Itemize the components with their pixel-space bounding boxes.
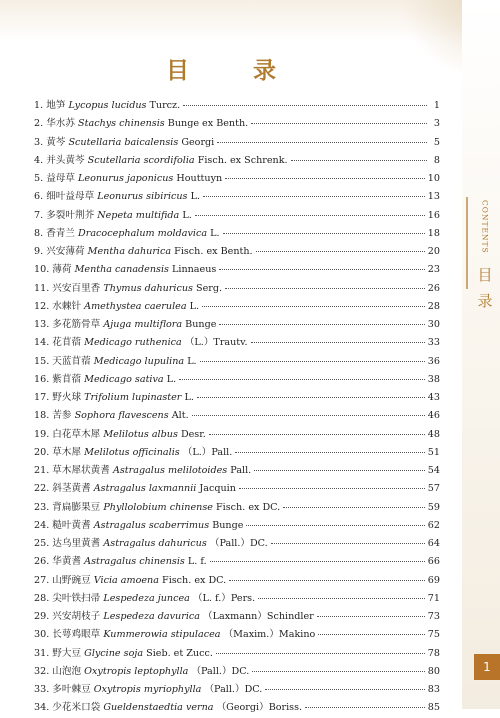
dot-leader — [210, 561, 425, 562]
dot-leader — [251, 342, 425, 343]
entry-author: （L.）Pall. — [182, 446, 233, 458]
entry-author: Serg. — [196, 282, 223, 294]
entry-author: L. — [182, 209, 192, 221]
entry-chinese-name: 21. 草木犀状黄耆 — [34, 465, 110, 476]
entry-page-number: 78 — [427, 647, 440, 659]
side-label-chinese — [477, 262, 492, 314]
entry-chinese-name: 2. 华水苏 — [34, 118, 75, 130]
entry-author: Alt. — [171, 410, 189, 422]
toc-entry[interactable] — [34, 426, 440, 444]
toc-entry[interactable] — [34, 280, 440, 298]
entry-author: Pall. — [230, 465, 252, 476]
toc-entry[interactable] — [34, 353, 440, 371]
entry-chinese-name: 5. 益母草 — [34, 173, 75, 184]
dot-leader — [229, 580, 425, 581]
entry-author: Jacquin — [199, 483, 236, 495]
entry-chinese-name: 30. 长萼鸡眼草 — [34, 629, 101, 641]
toc-entry-title — [34, 699, 302, 713]
toc-entry[interactable] — [34, 572, 440, 590]
entry-latin-name: Leonurus sibiricus — [97, 191, 188, 203]
toc-entry[interactable] — [34, 207, 440, 225]
dot-leader — [256, 251, 425, 252]
entry-chinese-name: 20. 草木犀 — [34, 446, 82, 458]
toc-entry-title — [34, 645, 213, 659]
entry-latin-name: Astragalus chinensis — [84, 556, 185, 568]
entry-author: Georgi — [181, 136, 215, 148]
toc-entry[interactable] — [34, 97, 440, 115]
entry-chinese-name: 6. 细叶益母草 — [34, 191, 95, 203]
dot-leader — [202, 306, 425, 307]
entry-chinese-name: 11. 兴安百里香 — [34, 282, 101, 294]
entry-page-number: 20 — [427, 246, 440, 257]
entry-author: Houttuyn — [176, 173, 223, 184]
toc-entry[interactable] — [34, 444, 440, 462]
entry-latin-name: Nepeta multifida — [97, 209, 180, 221]
entry-author: Desr. — [180, 428, 206, 440]
entry-page-number: 75 — [427, 629, 440, 641]
toc-entry[interactable] — [34, 535, 440, 553]
entry-author: Linnaeus — [172, 264, 217, 276]
toc-entry[interactable] — [34, 316, 440, 334]
dot-leader — [179, 379, 425, 380]
entry-page-number: 16 — [427, 209, 440, 221]
toc-entry-title — [34, 207, 192, 221]
toc-entry-title — [34, 444, 232, 458]
toc-entry-title — [34, 97, 180, 111]
toc-entry[interactable] — [34, 389, 440, 407]
entry-author: Fisch. ex DC. — [162, 574, 227, 586]
dot-leader — [239, 488, 425, 489]
toc-entry[interactable] — [34, 480, 440, 498]
toc-entry[interactable] — [34, 261, 440, 279]
entry-page-number: 18 — [427, 227, 440, 239]
toc-entry-title — [34, 407, 189, 421]
dot-leader — [265, 689, 424, 690]
entry-author: L. — [166, 373, 177, 385]
side-section-label — [470, 200, 500, 314]
entry-page-number: 38 — [427, 373, 440, 385]
dot-leader — [216, 653, 425, 654]
entry-author: Fisch. ex Schrenk. — [197, 154, 288, 166]
entry-latin-name: Astragalus melilotoides — [112, 465, 228, 476]
toc-entry[interactable] — [34, 371, 440, 389]
entry-chinese-name: 12. 水棘针 — [34, 300, 82, 312]
entry-author: （Maxim.）Makino — [223, 629, 316, 641]
dot-leader — [195, 215, 425, 216]
dot-leader — [219, 324, 424, 325]
dot-leader — [291, 160, 427, 161]
dot-leader — [305, 707, 425, 708]
toc-entry-title — [34, 298, 199, 312]
entry-author: L. — [189, 300, 200, 312]
entry-chinese-name: 18. 苦参 — [34, 410, 72, 422]
entry-author: L. f. — [187, 556, 207, 568]
entry-latin-name: Medicago lupulina — [93, 355, 185, 367]
toc-entry-title — [34, 170, 222, 184]
entry-page-number: 51 — [427, 446, 440, 458]
toc-entry[interactable] — [34, 225, 440, 243]
toc-entry-title — [34, 480, 236, 494]
entry-latin-name: Phyllolobium chinense — [103, 501, 213, 513]
entry-latin-name: Dracocephalum moldavica — [78, 227, 208, 239]
side-label-english: CONTENTS — [480, 200, 490, 254]
entry-latin-name: Oxytropis myriophylla — [93, 684, 202, 695]
entry-chinese-name: 33. 多叶棘豆 — [34, 684, 91, 695]
entry-chinese-name: 17. 野火球 — [34, 392, 82, 403]
dot-leader — [317, 616, 425, 617]
entry-latin-name: Mentha dahurica — [87, 246, 172, 257]
entry-chinese-name: 14. 花苜蓿 — [34, 337, 82, 349]
toc-entry-title — [34, 225, 220, 239]
entry-chinese-name: 19. 白花草木犀 — [34, 428, 101, 440]
toc-entry-title — [34, 134, 214, 148]
entry-latin-name: Lycopus lucidus — [68, 100, 147, 111]
toc-entry-title — [34, 462, 251, 476]
entry-chinese-name: 8. 香青兰 — [34, 227, 75, 239]
entry-latin-name: Lespedeza juncea — [103, 592, 190, 604]
entry-latin-name: Lespedeza davurica — [103, 611, 200, 622]
toc-entry-title — [34, 681, 262, 695]
dot-leader — [219, 269, 424, 270]
toc-entry-title — [34, 261, 216, 275]
entry-page-number: 46 — [427, 410, 440, 422]
entry-page-number: 69 — [427, 574, 440, 586]
entry-page-number: 54 — [427, 465, 440, 476]
toc-entry[interactable] — [34, 681, 440, 699]
entry-page-number: 66 — [427, 556, 440, 568]
entry-chinese-name: 7. 多裂叶荆芥 — [34, 209, 95, 221]
toc-entry-title — [34, 389, 194, 403]
toc-entry-title — [34, 608, 314, 622]
entry-author: L. — [190, 191, 200, 203]
entry-latin-name: Sophora flavescens — [74, 410, 169, 422]
entry-latin-name: Thymus dahuricus — [103, 282, 193, 294]
entry-page-number: 28 — [427, 300, 440, 312]
entry-author: Fisch. ex Benth. — [174, 246, 253, 257]
entry-author: Fisch. ex DC. — [216, 501, 281, 513]
entry-page-number: 23 — [427, 264, 440, 276]
toc-entry[interactable] — [34, 645, 440, 663]
dot-leader — [254, 470, 425, 471]
toc-entry-title — [34, 152, 288, 166]
entry-page-number: 73 — [427, 611, 440, 622]
toc-entry-title — [34, 115, 248, 129]
toc-entry[interactable] — [34, 699, 440, 717]
entry-page-number: 3 — [433, 118, 440, 130]
toc-entry-title — [34, 353, 197, 367]
toc-entry[interactable] — [34, 590, 440, 608]
toc-entry[interactable] — [34, 626, 440, 644]
entry-chinese-name: 13. 多花筋骨草 — [34, 319, 101, 330]
entry-author: Sieb. et Zucc. — [146, 647, 213, 659]
toc-entry-title — [34, 590, 255, 604]
toc-entry[interactable] — [34, 115, 440, 133]
entry-chinese-name: 25. 达乌里黄耆 — [34, 538, 101, 549]
toc-entry-title — [34, 535, 268, 549]
entry-chinese-name: 31. 野大豆 — [34, 647, 82, 659]
entry-page-number: 48 — [427, 428, 440, 440]
page-number-tab: 1 — [474, 654, 500, 680]
toc-entry[interactable] — [34, 663, 440, 681]
entry-page-number: 57 — [427, 483, 440, 495]
toc-entry[interactable] — [34, 334, 440, 352]
entry-chinese-name: 29. 兴安胡枝子 — [34, 611, 101, 622]
page-title: 目 录 — [165, 58, 304, 84]
dot-leader — [252, 671, 424, 672]
side-label-char-2: 录 — [477, 291, 493, 310]
toc-entry-title — [34, 626, 315, 640]
entry-page-number: 83 — [427, 684, 440, 695]
entry-page-number: 26 — [427, 282, 440, 294]
toc-entry[interactable] — [34, 170, 440, 188]
dot-leader — [217, 142, 427, 143]
entry-author: （L.）Trautv. — [184, 337, 248, 349]
entry-chinese-name: 1. 地笋 — [34, 100, 66, 111]
entry-page-number: 30 — [427, 319, 440, 330]
dot-leader — [203, 196, 425, 197]
entry-page-number: 80 — [427, 665, 440, 677]
entry-latin-name: Scutellaria baicalensis — [68, 136, 179, 148]
toc-entry-title — [34, 572, 226, 586]
toc-entry-title — [34, 426, 206, 440]
entry-chinese-name: 27. 山野豌豆 — [34, 574, 91, 586]
toc-entry-title — [34, 280, 222, 294]
toc-entry-title — [34, 553, 207, 567]
toc-entry-title — [34, 517, 243, 531]
toc-entry-title — [34, 371, 176, 385]
entry-page-number: 71 — [427, 592, 440, 604]
entry-chinese-name: 4. 并头黄芩 — [34, 154, 85, 166]
entry-page-number: 5 — [433, 136, 440, 148]
entry-latin-name: Ajuga multiflora — [103, 319, 183, 330]
toc-entry[interactable] — [34, 553, 440, 571]
entry-latin-name: Medicago sativa — [84, 373, 164, 385]
entry-author: （Pall.）DC. — [209, 538, 268, 549]
entry-latin-name: Trifolium lupinaster — [84, 392, 182, 403]
toc-entry-title — [34, 334, 248, 348]
toc-entry[interactable] — [34, 243, 440, 261]
entry-page-number: 64 — [427, 538, 440, 549]
entry-chinese-name: 26. 华黄耆 — [34, 556, 82, 568]
toc-entry-title — [34, 188, 200, 202]
dot-leader — [258, 598, 425, 599]
toc-entry-title — [34, 316, 216, 330]
toc-entry-title — [34, 243, 253, 257]
entry-latin-name: Mentha canadensis — [74, 264, 169, 276]
entry-latin-name: Astragalus dahuricus — [103, 538, 207, 549]
entry-author: （L. f.）Pers. — [192, 592, 256, 604]
toc-entry-title — [34, 499, 280, 513]
entry-page-number: 13 — [427, 191, 440, 203]
toc-entry[interactable] — [34, 134, 440, 152]
table-of-contents — [34, 97, 440, 718]
entry-author: （Georgi）Boriss. — [216, 702, 303, 714]
entry-latin-name: Astragalus scaberrimus — [93, 519, 210, 531]
dot-leader — [283, 507, 425, 508]
dot-leader — [192, 415, 425, 416]
entry-latin-name: Kummerowia stipulacea — [103, 629, 221, 641]
dot-leader — [251, 123, 427, 124]
dot-leader — [318, 634, 424, 635]
entry-author: L. — [187, 355, 197, 367]
dot-leader — [183, 105, 427, 106]
dot-leader — [223, 233, 425, 234]
entry-latin-name: Glycine soja — [84, 647, 144, 659]
toc-entry[interactable] — [34, 152, 440, 170]
toc-entry-title — [34, 663, 249, 677]
entry-chinese-name: 10. 薄荷 — [34, 264, 72, 276]
entry-chinese-name: 22. 斜茎黄耆 — [34, 483, 91, 495]
side-strip — [462, 0, 500, 709]
entry-author: L. — [184, 392, 194, 403]
entry-author: （Pall.）DC. — [204, 684, 263, 695]
dot-leader — [225, 178, 425, 179]
dot-leader — [235, 452, 424, 453]
entry-latin-name: Vicia amoena — [93, 574, 159, 586]
entry-latin-name: Melilotus albus — [103, 428, 178, 440]
toc-entry[interactable] — [34, 462, 440, 480]
side-divider — [466, 197, 468, 289]
toc-entry[interactable] — [34, 407, 440, 425]
dot-leader — [200, 361, 425, 362]
entry-page-number: 10 — [427, 173, 440, 184]
entry-latin-name: Amethystea caerulea — [84, 300, 187, 312]
entry-chinese-name: 28. 尖叶铁扫帚 — [34, 592, 101, 604]
entry-latin-name: Oxytropis leptophylla — [84, 665, 189, 677]
toc-entry[interactable] — [34, 188, 440, 206]
entry-page-number: 36 — [427, 355, 440, 367]
toc-entry[interactable] — [34, 517, 440, 535]
entry-latin-name: Stachys chinensis — [78, 118, 165, 130]
dot-leader — [197, 397, 425, 398]
entry-page-number: 59 — [427, 501, 440, 513]
entry-page-number: 1 — [433, 100, 440, 111]
entry-page-number: 33 — [427, 337, 440, 349]
entry-latin-name: Astragalus laxmannii — [93, 483, 197, 495]
entry-chinese-name: 32. 山泡泡 — [34, 665, 82, 677]
entry-page-number: 62 — [427, 519, 440, 531]
entry-page-number: 85 — [427, 702, 440, 714]
entry-chinese-name: 15. 天蓝苜蓿 — [34, 355, 91, 367]
entry-latin-name: Medicago ruthenica — [84, 337, 182, 349]
entry-latin-name: Leonurus japonicus — [78, 173, 174, 184]
entry-author: Bunge ex Benth. — [167, 118, 249, 130]
dot-leader — [246, 525, 424, 526]
entry-author: Bunge — [212, 519, 244, 531]
entry-author: L. — [210, 227, 220, 239]
entry-chinese-name: 24. 糙叶黄耆 — [34, 519, 91, 531]
toc-entry[interactable] — [34, 298, 440, 316]
entry-chinese-name: 3. 黄芩 — [34, 136, 66, 148]
dot-leader — [209, 434, 425, 435]
dot-leader — [271, 543, 425, 544]
entry-author: Bunge — [185, 319, 217, 330]
dot-leader — [225, 288, 425, 289]
entry-latin-name: Scutellaria scordifolia — [87, 154, 195, 166]
side-label-char-1: 目 — [477, 265, 493, 284]
entry-latin-name: Gueldenstaedtia verna — [103, 702, 214, 714]
toc-entry[interactable] — [34, 499, 440, 517]
toc-entry[interactable] — [34, 608, 440, 626]
entry-chinese-name: 16. 紫苜蓿 — [34, 373, 82, 385]
entry-chinese-name: 23. 背扁膨果豆 — [34, 501, 101, 513]
entry-author: （Pall.）DC. — [191, 665, 250, 677]
entry-author: （Laxmann）Schindler — [203, 611, 314, 622]
entry-page-number: 8 — [433, 154, 440, 166]
entry-chinese-name: 34. 少花米口袋 — [34, 702, 101, 714]
entry-chinese-name: 9. 兴安薄荷 — [34, 246, 85, 257]
entry-page-number: 43 — [427, 392, 440, 403]
entry-latin-name: Melilotus officinalis — [84, 446, 180, 458]
entry-author: Turcz. — [149, 100, 181, 111]
